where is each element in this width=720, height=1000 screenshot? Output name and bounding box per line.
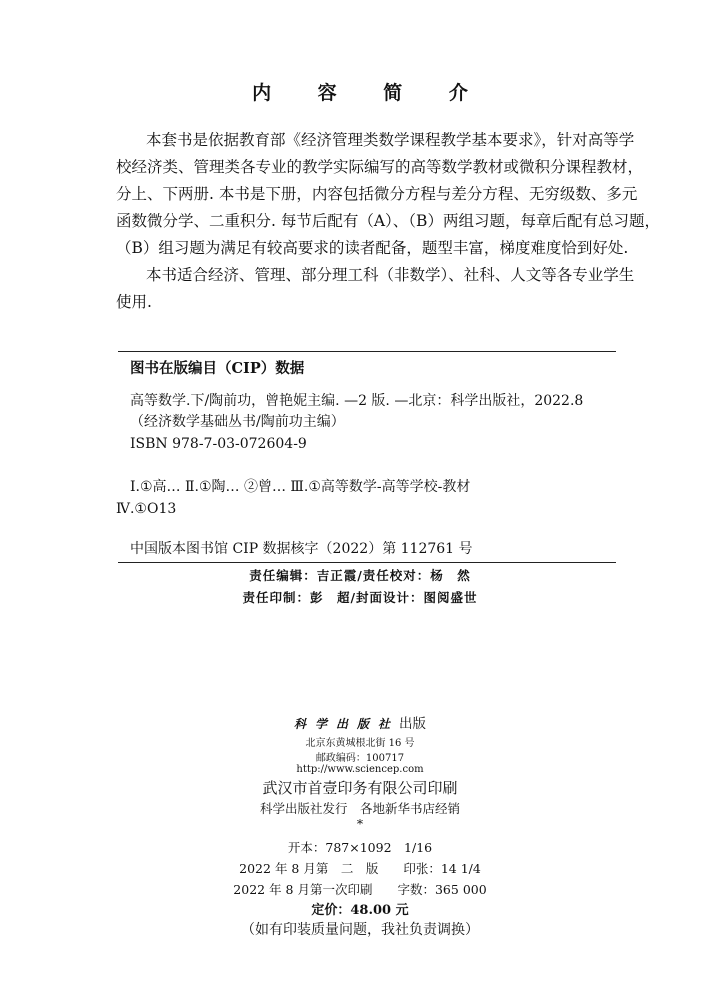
printing-info: 2022 年 8 月第一次印刷 字数：365 000 bbox=[233, 882, 487, 897]
intro-line: 使用. bbox=[116, 293, 152, 311]
publisher-postcode: 邮政编码：100717 bbox=[315, 753, 405, 764]
quality-notice: （如有印装质量问题，我社负责调换） bbox=[241, 922, 479, 938]
cip-classification: Ⅳ.①O13 bbox=[116, 501, 177, 517]
printer: 武汉市首壹印务有限公司印刷 bbox=[262, 779, 458, 797]
production-credits: 责任印制：彭 超/封面设计：图阅盛世 bbox=[242, 590, 478, 605]
intro-line: 校经济类、管理类各专业的教学实际编写的高等数学教材或微积分课程教材， bbox=[116, 158, 644, 176]
cip-bottom-rule bbox=[118, 562, 616, 563]
publisher-logo-text: 科学出版社 bbox=[293, 717, 399, 731]
cip-isbn: ISBN 978-7-03-072604-9 bbox=[130, 436, 307, 452]
page-title: 内 容 简 介 bbox=[252, 82, 488, 104]
intro-line: 本书适合经济、管理、部分理工科（非数学）、社科、人文等各专业学生 bbox=[146, 266, 635, 284]
intro-line: 分上、下两册. 本书是下册，内容包括微分方程与差分方程、无穷级数、多元 bbox=[116, 185, 638, 203]
cip-series: （经济数学基础丛书/陶前功主编） bbox=[130, 414, 345, 430]
cip-top-rule bbox=[118, 351, 616, 352]
editor-credits: 责任编辑：吉正霞/责任校对：杨 然 bbox=[249, 568, 471, 583]
price: 定价：48.00 元 bbox=[311, 903, 409, 918]
cip-entry: 高等数学.下/陶前功，曾艳妮主编. —2 版. —北京：科学出版社，2022.8 bbox=[130, 393, 584, 409]
cip-subjects: Ⅰ.①高… Ⅱ.①陶… ②曾… Ⅲ.①高等数学-高等学校-教材 bbox=[130, 479, 471, 495]
publisher-suffix: 出版 bbox=[399, 716, 426, 732]
publisher-address: 北京东黄城根北街 16 号 bbox=[305, 738, 415, 749]
cip-record-number: 中国版本图书馆 CIP 数据核字（2022）第 112761 号 bbox=[130, 541, 473, 557]
publisher-name bbox=[0, 712, 720, 732]
separator-mark: * bbox=[356, 816, 364, 831]
intro-line: 函数微分学、二重积分. 每节后配有（A）、（B）两组习题，每章后配有总习题， bbox=[116, 212, 660, 230]
cip-heading: 图书在版编目（CIP）数据 bbox=[130, 360, 305, 377]
distribution: 科学出版社发行 各地新华书店经销 bbox=[259, 801, 460, 816]
intro-line: （B）组习题为满足有较高要求的读者配备，题型丰富，梯度难度恰到好处. bbox=[116, 239, 629, 257]
edition-info: 2022 年 8 月第 二 版 印张：14 1/4 bbox=[239, 861, 481, 876]
intro-line: 本套书是依据教育部《经济管理类数学课程教学基本要求》，针对高等学 bbox=[146, 131, 635, 149]
publisher-website: http://www.sciencep.com bbox=[296, 764, 424, 775]
book-format: 开本：787×1092 1/16 bbox=[287, 840, 433, 855]
